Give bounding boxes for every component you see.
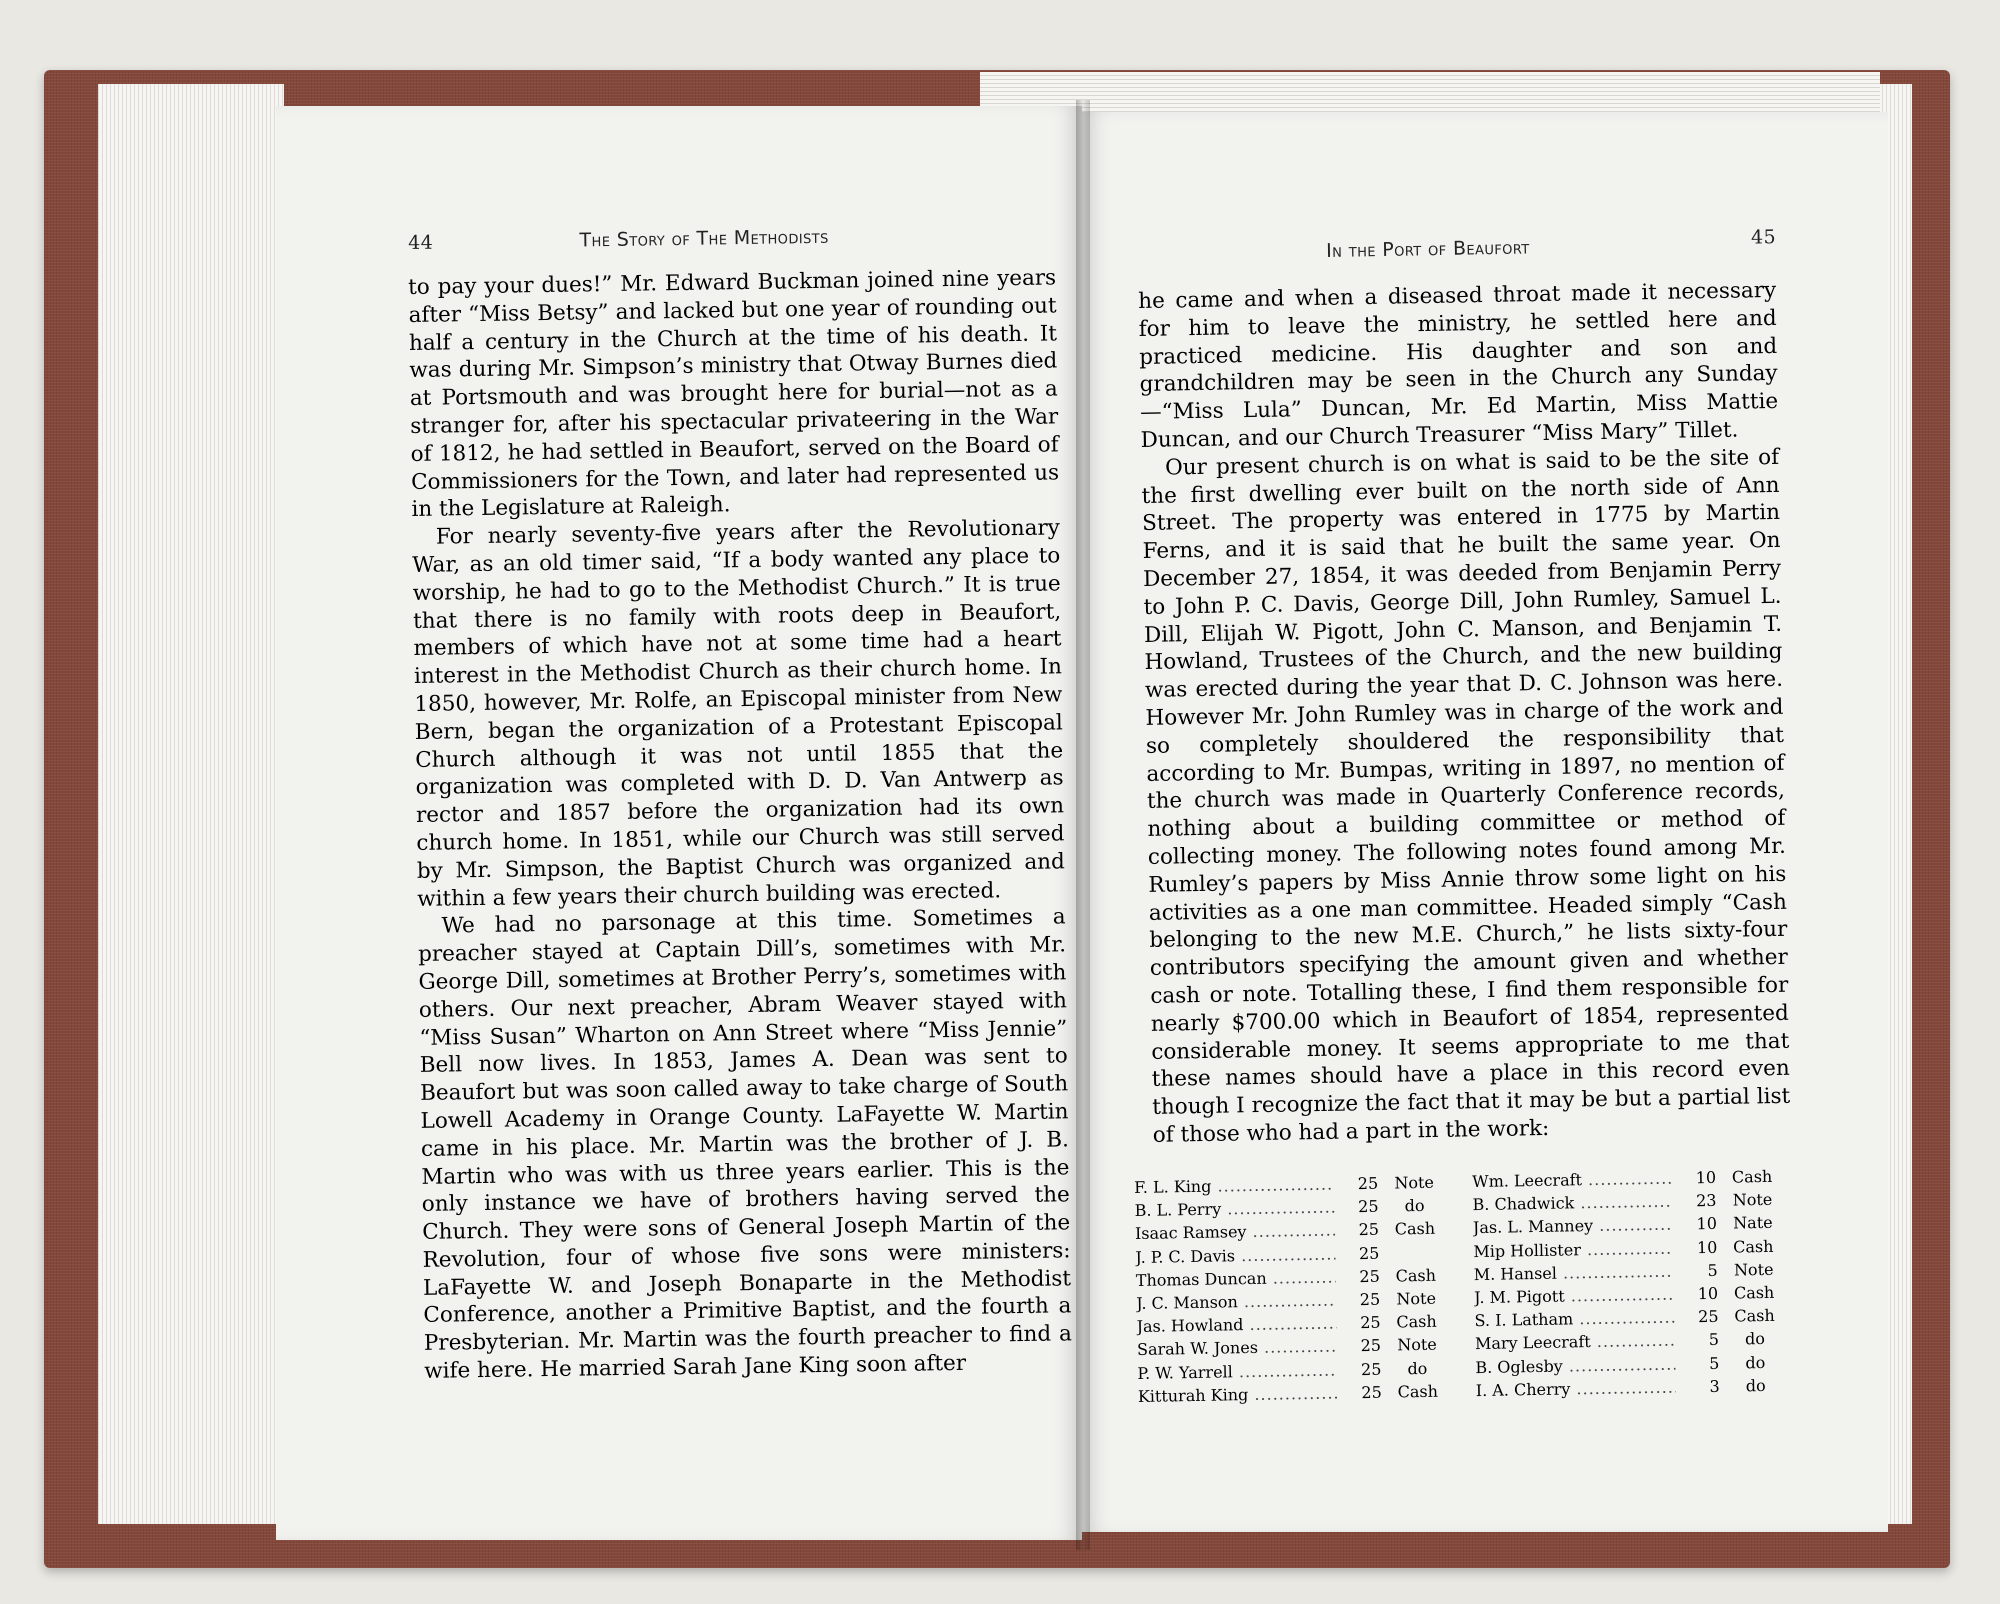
contribution-type: do: [1407, 1358, 1428, 1378]
contributor-name: Mary Leecraft .....: [1475, 1329, 1675, 1356]
right-page-number: 45: [1750, 226, 1777, 249]
contribution-amount: 25: [1360, 1336, 1382, 1356]
contributor-name: Isaac Ramsey .....: [1135, 1219, 1335, 1246]
paragraph: he came and when a diseased throat made it necessary for him to leave the ministry, he settled here and practiced medicine. His daughter and son and grandchildren may be seen in the Church any Sunday—“Miss Lula” Duncan, Mr. Ed Martin, Miss Mattie Duncan, and our Church Treasurer “Miss Mary” Tillet.: [1138, 277, 1779, 453]
contribution-amount: 10: [1696, 1237, 1718, 1257]
contribution-amount: 5: [1708, 1330, 1720, 1350]
contribution-type: Cash: [1396, 1311, 1437, 1332]
contributor-name: P. W. Yarrell .....: [1137, 1358, 1337, 1385]
contributor-name: J. P. C. Davis .....: [1135, 1242, 1335, 1269]
contributor-name: Jas. Howland .....: [1136, 1312, 1336, 1339]
paragraph: For nearly seventy-five years after the Revolutionary War, as an old timer said, “If a body wanted any place to worship, he had to go to the Methodist Church.” It is true that there is no family with roots deep in Beaufort, members of which have not at some time had a heart interest in the Methodist Church as their church home. In 1850, however, Mr. Rolfe, an Episcopal minister from New Bern, began the organization of a Protestant Episcopal Church although it was not until 1855 that the organization was completed with D. D. Van Antwerp as rector and 1857 before the organization had its own church home. In 1851, while our Church was still served by Mr. Simpson, the Baptist Church was organized and within a few years their church building was erected.: [412, 515, 1065, 912]
contributor-name: M. Hansel .....: [1474, 1259, 1674, 1286]
contribution-type: [1379, 1257, 1451, 1258]
contribution-amount: 25: [1358, 1243, 1380, 1263]
contributor-name: Sarah W. Jones .....: [1137, 1335, 1337, 1362]
contribution-amount: 23: [1695, 1191, 1717, 1211]
left-page-number: 44: [408, 231, 434, 254]
contribution-type: Cash: [1397, 1381, 1439, 1402]
contributor-name: Kitturah King .....: [1138, 1381, 1338, 1408]
contribution-type: Cash: [1394, 1219, 1436, 1239]
contribution-type: Cash: [1734, 1306, 1775, 1326]
contribution-amount: 25: [1698, 1307, 1719, 1327]
book-gutter: [1076, 100, 1090, 1550]
left-page-body: [408, 264, 1072, 1385]
contribution-type: Note: [1732, 1190, 1773, 1210]
contribution-type: Cash: [1733, 1236, 1774, 1257]
ledger-column-right: [1472, 1165, 1792, 1403]
contribution-amount: 5: [1708, 1353, 1720, 1373]
contributor-name: J. C. Manson .....: [1136, 1289, 1336, 1316]
contribution-amount: 25: [1358, 1196, 1379, 1217]
contribution-amount: 25: [1359, 1266, 1380, 1286]
contributor-name: I. A. Cherry .....: [1476, 1375, 1676, 1402]
contribution-type: do: [1744, 1329, 1766, 1349]
ledger-column-left: [1134, 1170, 1454, 1408]
contributor-name: B. L. Perry .....: [1134, 1196, 1334, 1223]
contribution-type: Cash: [1395, 1265, 1437, 1286]
contribution-type: do: [1404, 1196, 1425, 1216]
contributor-name: J. M. Pigott .....: [1474, 1283, 1674, 1310]
contributor-name: S. I. Latham .....: [1474, 1306, 1674, 1333]
contribution-amount: 10: [1695, 1167, 1717, 1188]
page-edges-top: [980, 72, 1880, 112]
contribution-amount: 25: [1359, 1289, 1381, 1310]
contributor-name: F. L. King .....: [1134, 1173, 1334, 1200]
contributor-name: B. Oglesby .....: [1475, 1352, 1675, 1379]
contribution-type: do: [1745, 1375, 1766, 1396]
contributor-name: Jas. L. Manney .....: [1473, 1213, 1673, 1240]
contribution-type: Note: [1394, 1172, 1435, 1193]
paragraph: to pay your dues!” Mr. Edward Buckman joined nine years after “Miss Betsy” and lacked but one year of rounding out half a century in the Church at the time of his death. It was during Mr. Simpson’s ministry that Otway Burnes died at Portsmouth and was brought here for burial—not as a stranger for, after his spectacular privateering in the War of 1812, he had settled in Beaufort, served on the Board of Commissioners for the Town, and later had represented us in the Legislature at Raleigh.: [408, 265, 1060, 523]
contribution-amount: 3: [1709, 1376, 1720, 1396]
contribution-amount: 10: [1697, 1283, 1719, 1304]
page-edges-left: [98, 84, 284, 1524]
contributor-name: Wm. Leecraft .....: [1472, 1167, 1672, 1194]
contribution-type: do: [1745, 1352, 1766, 1372]
contribution-amount: 25: [1360, 1359, 1382, 1379]
contribution-amount: 5: [1707, 1260, 1718, 1280]
contribution-amount: 25: [1360, 1312, 1381, 1333]
paragraph: We had no parsonage at this time. Sometimes a preacher stayed at Captain Dill’s, sometimes with Mr. George Dill, sometimes at Brother Perry’s, sometimes with others. Our next preacher, Abram Weaver stayed with “Miss Susan” Wharton on Ann Street where “Miss Jennie” Bell now lives. In 1853, James A. Dean was sent to Beaufort but was soon called away to take charge of South Lowell Academy in Orange County. LaFayette W. Martin came in his place. Mr. Martin was the brother of J. B. Martin who was with us three years earlier. This is the only instance we have of brothers having served the Church. They were sons of General Joseph Martin of the Revolution, four of whose five sons were ministers: LaFayette W. and Joseph Bonaparte in the Methodist Conference, another a Primitive Baptist, and the fourth a Presbyterian. Mr. Martin was the fourth preacher to find a wife here. He married Sarah Jane King soon after: [417, 904, 1072, 1384]
contribution-amount: 10: [1696, 1214, 1718, 1234]
right-running-head: In the Port of Beaufort: [1326, 236, 1530, 262]
contributor-name: Mip Hollister .....: [1473, 1236, 1673, 1263]
paragraph: Our present church is on what is said to be the site of the first dwelling ever built on the north side of Ann Street. The property was entered in 1775 by Martin Ferns, and it is said that he built the same year. On December 27, 1854, it was deeded from Benjamin Perry to John P. C. Davis, George Dill, John Rumley, Samuel L. Dill, Elijah W. Pigott, John C. Manson, and Benjamin T. Howland, Trustees of the Church, and the new building was erected during the year that D. C. Johnson was here. However Mr. John Rumley was in charge of the work and so completely shouldered the responsibility that according to Mr. Bumpas, writing in 1897, no mention of the church was made in Quarterly Conference records, nothing about a building committee or method of collecting money. The following notes found among Mr. Rumley’s papers by Miss Annie throw some light on his activities as a one man committee. Headed simply “Cash belonging to the new M.E. Church,” he lists sixty-four contributors specifying the amount given and whether cash or note. Totalling these, I find them responsible for nearly $700.00 which in Beaufort of 1854, represented considerable money. It seems appropriate to me that these names should have a place in this record even though I recognize the fact that it may be but a partial list of those who had a part in the work:: [1141, 444, 1791, 1148]
contribution-amount: 25: [1357, 1173, 1379, 1194]
contribution-type: Note: [1733, 1259, 1774, 1280]
right-page-body: [1138, 277, 1791, 1150]
contributor-name: Thomas Duncan .....: [1136, 1265, 1336, 1292]
contribution-amount: 25: [1361, 1382, 1382, 1402]
contribution-type: Nate: [1733, 1213, 1773, 1233]
left-running-head: The Story of The Methodists: [579, 225, 829, 252]
contribution-type: Cash: [1733, 1282, 1775, 1303]
contribution-type: Note: [1397, 1335, 1437, 1355]
contribution-amount: 25: [1358, 1220, 1380, 1240]
contribution-type: Note: [1396, 1288, 1437, 1309]
contribution-type: Cash: [1731, 1166, 1773, 1187]
contributor-name: B. Chadwick .....: [1472, 1190, 1672, 1217]
